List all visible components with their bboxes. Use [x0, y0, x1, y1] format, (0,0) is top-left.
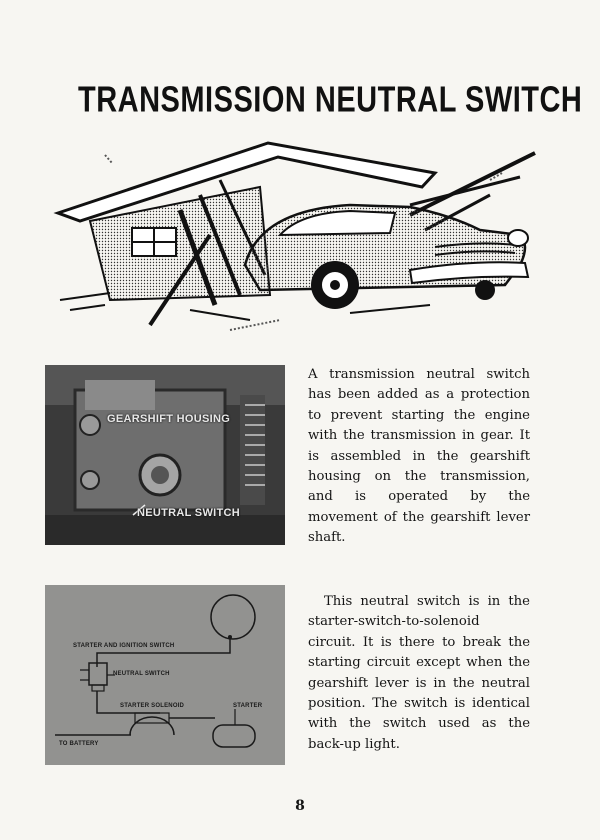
- gearshift-housing-label: GEARSHIFT HOUSING: [107, 413, 231, 425]
- neutral-switch-diagram-label: NEUTRAL SWITCH: [113, 671, 170, 677]
- starter-label: STARTER: [233, 703, 263, 709]
- page-number: 8: [295, 798, 305, 814]
- paragraph-1: A transmission neutral switch has been added as a protection to prevent starting the engine with the transmission in gear. It is assembled in the gearshift housing on the transmission, and is operated by the movement of the gearshift lever shaft.: [308, 367, 530, 546]
- wiring-diagram-photo: [45, 585, 285, 765]
- gearshift-housing-photo: [45, 365, 285, 545]
- page-title: TRANSMISSION NEUTRAL SWITCH: [78, 80, 583, 120]
- starter-solenoid-label: STARTER SOLENOID: [120, 703, 185, 709]
- starter-ignition-switch-label: STARTER AND IGNITION SWITCH: [73, 643, 175, 649]
- to-battery-label: TO BATTERY: [59, 741, 99, 747]
- neutral-switch-photo-label: NEUTRAL SWITCH: [137, 507, 240, 519]
- paragraph-2: This neutral switch is in the starter-switch-to-solenoid circuit. It is there to break the starting circuit except when the gearshift lever is in the neutral position. The switch is identical with the switch used as the back-up light.: [308, 594, 530, 752]
- car-crash-illustration: [50, 135, 550, 350]
